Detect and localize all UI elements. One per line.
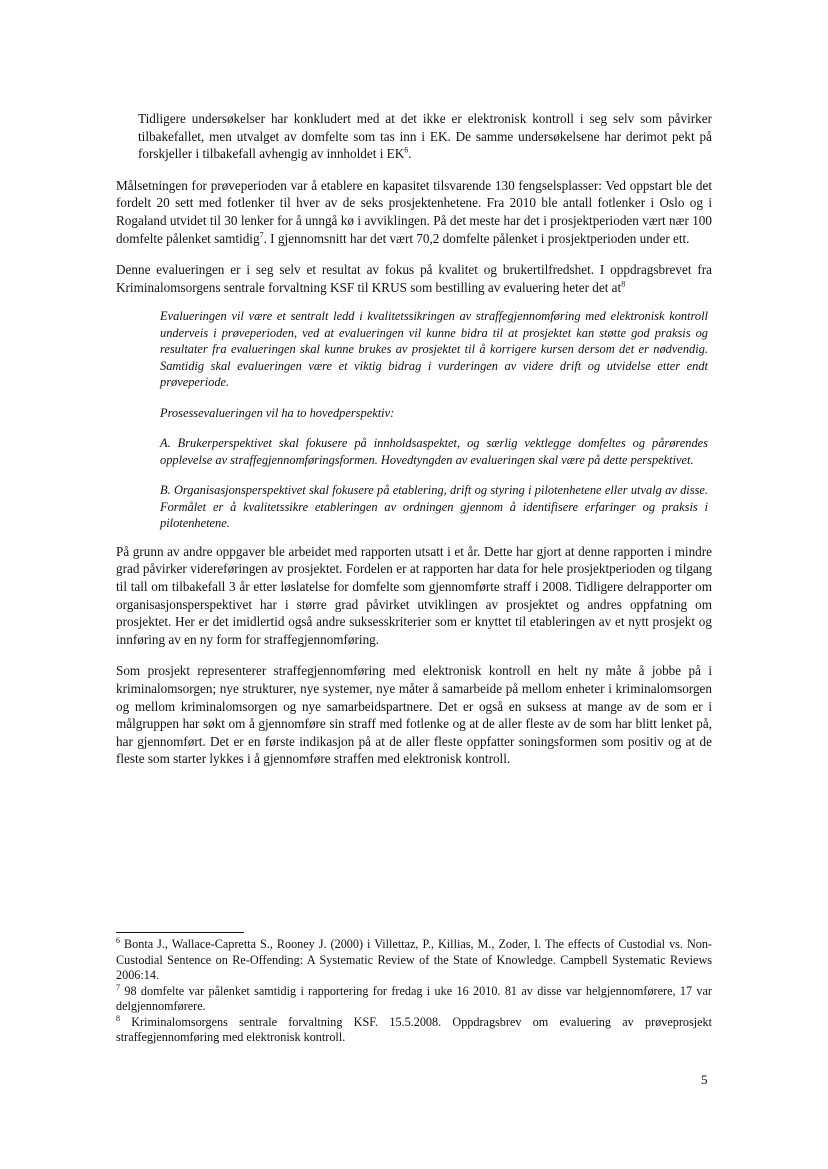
- paragraph-text: Målsetningen for prøveperioden var å etablere en kapasitet tilsvarende 130 fengselsplasser: Ved oppstart ble det fordelt 20 sett med fotlenker til hver av de seks prosjektenhetene. Fra 2010 ble antall fotlenker i Oslo og i Rogaland utvidet til 30 lenker for å unngå kø i avviklingen. På det meste har det i prosjektperioden vært nær 100 domfelte pålenket samtidig: [116, 177, 712, 246]
- footnote-text: Kriminalomsorgens sentrale forvaltning KSF. 15.5.2008. Oppdragsbrev om evaluering av prøveprosjekt straffegjennomføring med elektronisk kontroll.: [116, 1014, 712, 1044]
- footnote-number: 8: [116, 1013, 120, 1023]
- body-text: [116, 110, 712, 782]
- quote-perspectives: Prosessevalueringen vil ha to hovedperspektiv:: [160, 405, 395, 420]
- footnote-7: [116, 984, 712, 1015]
- paragraph-text: Tidligere undersøkelser har konkludert med at det ikke er elektronisk kontroll i seg selv som påvirker tilbakefallet, men utvalget av domfelte som tas inn i EK. De samme undersøkelsene har derimot pekt på forskjeller i tilbakefall avhengig av innholdet i EK: [138, 111, 712, 162]
- paragraph-previous-research: [138, 110, 712, 163]
- footnote-ref[interactable]: 6: [404, 145, 409, 155]
- paragraph-project-success: Som prosjekt representerer straffegjennomføring med elektronisk kontroll en helt ny måte å jobbe på i kriminalomsorgen; nye strukturer, nye systemer, nye måter å samarbeide på mellom enheter i kriminalomsorgen og mellom kriminalomsorgen og nye samarbeidspartnere. Det er også en suksess at mange av de som er i målgruppen har søkt om å gjennomføre sin straff med fotlenke og at de aller fleste av de som har blitt lenket på, har gjennomført. Det er en første indikasjon på at de aller fleste oppfatter soningsformen som positiv og at de fleste som starter lykkes i å gjennomføre straffen med elektronisk kontroll.: [116, 663, 712, 767]
- footnote-ref[interactable]: 8: [621, 279, 626, 289]
- page-number: 5: [701, 1072, 708, 1087]
- paragraph-evaluation-intro: [116, 261, 712, 296]
- footnote-number: 6: [116, 935, 120, 945]
- quote-evaluation: Evalueringen vil være et sentralt ledd i kvalitetssikringen av straffegjennomføring med elektronisk kontroll underveis i prøveperioden, ved at evalueringen vil kunne bidra til at prosjektet kan støtte god praksis og resultater fra evalueringen skal kunne brukes av prosjektet til å korrigere kursen dersom det er nødvendig. Samtidig skal evalueringen være et viktig bidrag i vurderingen av videre drift og utvidelse etter endt prøveperiode.: [160, 309, 708, 390]
- footnote-text: 98 domfelte var pålenket samtidig i rapportering for fredag i uke 16 2010. 81 av disse var helgjennomførere, 17 var delgjennomførere.: [116, 983, 712, 1013]
- footnote-ref[interactable]: 7: [259, 230, 264, 240]
- footnote-8: [116, 1015, 712, 1046]
- footnote-6: [116, 937, 712, 984]
- quote-perspective-a: A. Brukerperspektivet skal fokusere på innholdsaspektet, og særlig vektlegge domfeltes og pårørendes opplevelse av straffegjennomføringsformen. Hovedtyngden av evalueringen skal være på dette perspektivet.: [160, 436, 708, 467]
- paragraph-text: Denne evalueringen er i seg selv et resultat av fokus på kvalitet og brukertilfredshet. I oppdragsbrevet fra Kriminalomsorgens sentrale forvaltning KSF til KRUS som bestilling av evaluering heter det at: [116, 262, 712, 295]
- footnote-text: Bonta J., Wallace-Capretta S., Rooney J. (2000) i Villettaz, P., Killias, M., Zoder, I. The effects of Custodial vs. Non-Custodial Sentence on Re-Offending: A Systematic Review of the State of Knowledge. Campbell Systematic Reviews 2006:14.: [116, 937, 712, 982]
- footnote-number: 7: [116, 982, 120, 992]
- paragraph-delay: På grunn av andre oppgaver ble arbeidet med rapporten utsatt i et år. Dette har gjort at denne rapporten i mindre grad påvirker videreføringen av prosjektet. Fordelen er at rapporten har data for hele prosjektperioden og tilgang til tall om tilbakefall 3 år etter løslatelse for domfelte som gjennomførte straff i 2008. Tidligere delrapporter om organisasjonsperspektivet har i større grad påvirket utviklingen av prosjektet og andres oppfatning om prosjektet. Her er det imidlertid også andre suksesskriterier som er knyttet til etableringen av et nytt prosjekt og innføring av en ny form for straffegjennomføring.: [116, 543, 712, 647]
- footnote-divider: [116, 932, 244, 933]
- paragraph-text: .: [408, 146, 412, 162]
- quote-perspective-b: B. Organisasjonsperspektivet skal fokusere på etablering, drift og styring i pilotenhetene eller utvalg av disse. Formålet er å kvalitetssikre etableringen av ordningen gjennom å identifisere erfaringer og praksis i pilotenhetene.: [160, 483, 708, 531]
- paragraph-text: . I gjennomsnitt har det vært 70,2 domfelte pålenket i prosjektperioden under ett.: [263, 230, 690, 246]
- footnotes: [116, 932, 712, 1046]
- paragraph-capacity: [116, 177, 712, 247]
